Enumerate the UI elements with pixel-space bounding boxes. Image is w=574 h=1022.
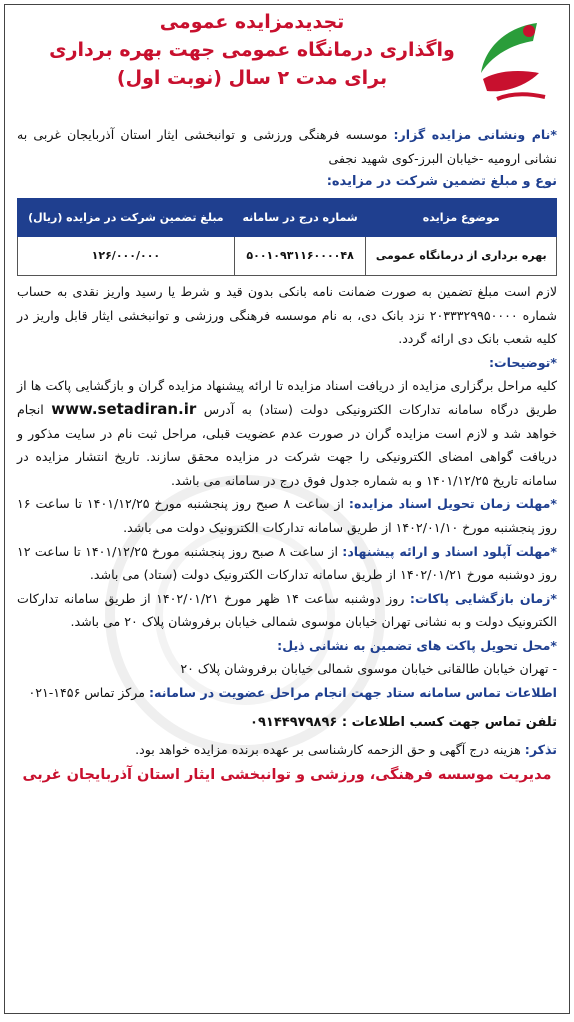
ad-content (5, 5, 569, 787)
note-text: هزینه درج آگهی و حق الزحمه کارشناسی بر عهده برنده مزایده خواهد بود. (135, 742, 521, 758)
ad-body (5, 123, 569, 787)
table-cell-number: ۵۰۰۱۰۹۳۱۱۶۰۰۰۰۴۸ (234, 237, 366, 276)
deposit-heading: نوع و مبلغ تضمین شرکت در مزایده: (326, 174, 557, 190)
bullet-star-icon: * (550, 127, 557, 142)
doc-deadline-text: از ساعت ۸ صبح روز پنجشنبه مورخ ۱۴۰۱/۱۲/۲۵ تا ساعت ۱۶ روز پنجشنبه مورخ ۱۴۰۲/۰۱/۱۰ از طریق سامانه تدارکات الکترونیک دولت می باشد. (17, 496, 557, 535)
isar-logo-icon (467, 13, 555, 109)
bullet-star-icon: * (550, 637, 557, 653)
table-header-amount: مبلغ تضمین شرکت در مزایده (ریال) (18, 198, 235, 237)
title-line-1: تجدیدمزایده عمومی (159, 11, 345, 33)
title-block (45, 7, 459, 89)
footer-signature: مدیریت موسسه فرهنگی، ورزشی و توانبخشی ایثار استان آذربایجان غربی (22, 766, 552, 783)
bullet-star-icon: * (550, 543, 557, 559)
delivery-label: محل تحویل پاکت های تضمین به نشانی ذیل: (277, 637, 551, 653)
auction-table (17, 198, 557, 276)
title-line-2: واگذاری درمانگاه عمومی جهت بهره برداری (49, 39, 455, 61)
organizer-label: نام ونشانی مزایده گزار: (393, 127, 551, 142)
bullet-star-icon: * (550, 496, 557, 512)
table-header-row (18, 198, 557, 237)
setad-url-link[interactable]: www.setadiran.ir (51, 399, 197, 418)
table-cell-subject: بهره برداری از درمانگاه عمومی (366, 237, 557, 276)
table-header-subject: موضوع مزایده (366, 198, 557, 237)
opening-text: روز دوشنبه ساعت ۱۴ ظهر مورخ ۱۴۰۲/۰۱/۲۱ از طریق سامانه تدارکات الکترونیک دولت و به نشانی تهران خیابان موسوی شمالی خیابان برفروشان پلاک ۲۰ می باشد. (17, 590, 557, 630)
explanations-text-2: انجام خواهد شد و لازم است مزایده گران در صورت عدم عضویت قبلی، مراحل ثبت نام در سایت مذکور و دریافت گواهی امضای الکترونیکی را جهت شرکت در مزایده محقق سازند. تاریخ انتشار مزایده در سامانه تاریخ ۱۴۰۱/۱۲/۲۵ و به شماره جدول فوق درج در سامانه می باشد. (17, 401, 557, 488)
doc-deadline-paragraph (17, 492, 557, 539)
phone-label: تلفن تماس جهت کسب اطلاعات : (341, 714, 557, 730)
note-label: تذکر: (524, 742, 557, 758)
title-line-3: برای مدت ۲ سال (نوبت اول) (116, 67, 388, 89)
contact-setad-label: اطلاعات تماس سامانه ستاد جهت انجام مراحل عضویت در سامانه: (149, 685, 557, 701)
table-cell-amount: ۱۲۶/۰۰۰/۰۰۰ (18, 237, 235, 276)
bullet-star-icon: * (550, 590, 557, 606)
explanations-text-1: کلیه مراحل برگزاری مزایده از دریافت اسناد مزایده تا ارائه پیشنهاد مزایده گران و بازگشایی پاکت ها از طریق درگاه سامانه تدارکات الکترونیکی دولت (ستاد) به آدرس (17, 378, 557, 417)
opening-paragraph (17, 587, 557, 634)
deposit-text: لازم است مبلغ تضمین به صورت ضمانت نامه بانکی بدون قید و شرط یا رسید واریز نقدی به حساب شماره ۲۰۳۳۳۲۹۹۵۰۰۰۰ نزد بانک دی، به نام موسسه فرهنگی ورزشی و توانبخشی ایثار قابل واریز در کلیه شعب بانک دی ارائه گردد. (17, 283, 557, 347)
contact-setad-paragraph (17, 681, 557, 705)
bullet-star-icon: * (550, 354, 557, 370)
explanations-heading (17, 351, 557, 375)
organizer-text: موسسه فرهنگی ورزشی و توانبخشی ایثار استان آذربایجان غربی به نشانی ارومیه -خیابان البرز-کوی شهید نجفی (17, 127, 557, 166)
contact-setad-text: مرکز تماس ۱۴۵۶-۰۲۱ (28, 685, 145, 701)
upload-deadline-label: مهلت آپلود اسناد و ارائه پیشنهاد: (342, 543, 551, 559)
table-row (18, 237, 557, 276)
delivery-text: - تهران خیابان طالقانی خیابان موسوی شمالی خیابان برفروشان پلاک ۲۰ (180, 661, 557, 677)
organizer-paragraph (17, 123, 557, 170)
table-header-number: شماره درج در سامانه (234, 198, 366, 237)
phone-line (17, 711, 557, 735)
delivery-heading (17, 634, 557, 658)
upload-deadline-paragraph (17, 540, 557, 587)
explanations-label: توضیحات: (488, 354, 551, 370)
doc-deadline-label: مهلت زمان تحویل اسناد مزایده: (348, 496, 551, 512)
opening-label: زمان بازگشایی پاکات: (409, 590, 551, 606)
phone-number: ۰۹۱۴۴۹۷۹۸۹۶ (250, 714, 338, 730)
header (5, 5, 569, 123)
ad-page (4, 4, 570, 1014)
explanations-paragraph (17, 374, 557, 492)
note-paragraph (17, 738, 557, 762)
upload-deadline-text: از ساعت ۸ صبح روز پنجشنبه مورخ ۱۴۰۱/۱۲/۲۵ تا ساعت ۱۲ روز دوشنبه مورخ ۱۴۰۲/۰۱/۲۱ از طریق سامانه تدارکات الکترونیک دولت (ستاد) می باشد. (17, 543, 557, 583)
